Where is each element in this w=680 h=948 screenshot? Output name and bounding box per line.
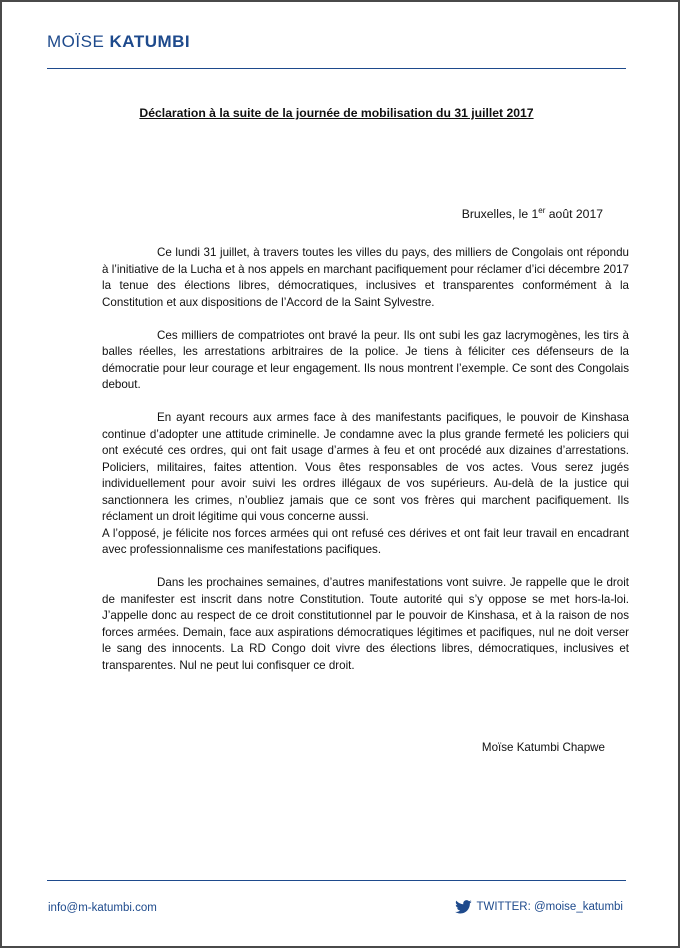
footer-twitter-link[interactable] xyxy=(455,900,623,914)
dateline-prefix: Bruxelles, le 1 xyxy=(461,207,539,221)
footer-email-link[interactable]: info@m-katumbi.com xyxy=(48,902,157,914)
paragraph-1: Ce lundi 31 juillet, à travers toutes les villes du pays, des milliers de Congolais ont répondu à l’initiative de la Lucha et à nos appels en marchant pacifiquement pour réclamer d’ici décembre 2017 la tenue des élections libres, démocratiques, inclusives et transparentes conformément à la Constitution et aux dispositions de l’Accord de la Saint Sylvestre. xyxy=(102,246,629,309)
twitter-bird-icon xyxy=(455,900,472,914)
document-title: Déclaration à la suite de la journée de mobilisation du 31 juillet 2017 xyxy=(139,106,534,120)
brand-first-name: MOÏSE xyxy=(47,32,105,51)
paragraph-4: A l’opposé, je félicite nos forces armées qui ont refusé ces dérives et ont fait leur travail en encadrant avec professionnalisme ces manifestations pacifiques. xyxy=(102,526,629,556)
signature: Moïse Katumbi Chapwe xyxy=(481,741,605,754)
footer-twitter-handle: TWITTER: @moise_katumbi xyxy=(476,901,623,913)
dateline xyxy=(462,206,603,221)
header-divider xyxy=(47,68,626,69)
paragraph-5: Dans les prochaines semaines, d’autres manifestations vont suivre. Je rappelle que le droit de manifester est inscrit dans notre Constitution. Toute autorité qui s’y oppose se met hors-la-loi. J’appelle donc au respect de ce droit constitutionnel par le pouvoir de Kinshasa, et à la raison de nos forces armées. Demain, face aux aspirations démocratiques légitimes et pacifiques, nul ne doit verser le sang des innocents. La RD Congo doit vivre des élections libres, démocratiques, inclusives et transparentes. Nul ne peut lui confisquer ce droit. xyxy=(102,576,629,672)
brand-logo xyxy=(47,32,190,52)
paragraph-3: En ayant recours aux armes face à des manifestants pacifiques, le pouvoir de Kinshasa continue d’adopter une attitude criminelle. Je condamne avec la plus grande fermeté les policiers qui ont exécuté ces ordres, qui ont fait usage d’armes à feu et ont procédé aux dizaines d’arrestations. Policiers, militaires, faites attention. Vous êtes responsables de vos actes. Vous serez jugés individuellement pour avoir suivi les ordres illégaux de vos supérieurs. Au-delà de la justice qui sanctionnera les crimes, n’oubliez jamais que ce sont vos frères qui marchent pacifiquement. Ils réclament un droit légitime qui vous concerne aussi. xyxy=(102,411,629,523)
dateline-suffix: août 2017 xyxy=(545,207,603,221)
footer-divider xyxy=(47,880,626,881)
paragraph-2: Ces milliers de compatriotes ont bravé la peur. Ils ont subi les gaz lacrymogènes, les tirs à balles réelles, les arrestations arbitraires de la police. Je tiens à féliciter ces défenseurs de la démocratie pour leur courage et leur engagement. Ils nous montrent l’exemple. Ce sont des Congolais debout. xyxy=(102,328,629,391)
brand-last-name: KATUMBI xyxy=(109,32,191,51)
dateline-superscript: er xyxy=(538,206,546,215)
document-body xyxy=(102,245,629,691)
